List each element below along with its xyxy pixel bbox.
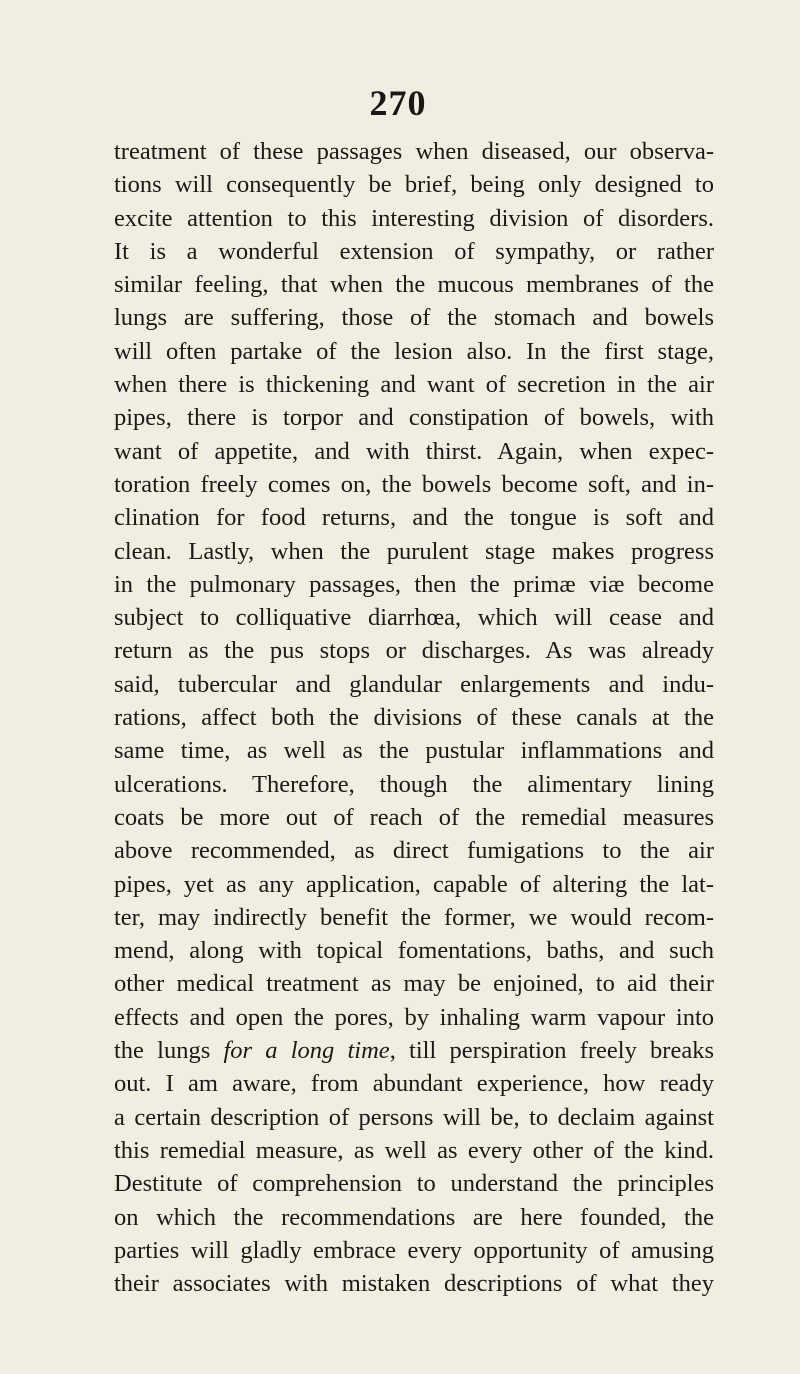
text-line: said, tubercular and glandular enlargements and indu- bbox=[114, 670, 714, 698]
text-line: other medical treatment as may be enjoined, to aid their bbox=[114, 970, 714, 998]
text-line: toration freely comes on, the bowels become soft, and in- bbox=[114, 470, 714, 498]
text-line: this remedial measure, as well as every other of the kind. bbox=[114, 1136, 714, 1164]
text-line: mend, along with topical fomentations, baths, and such bbox=[114, 937, 714, 965]
text-line: on which the recommendations are here founded, the bbox=[114, 1203, 714, 1231]
text-line: effects and open the pores, by inhaling warm vapour into bbox=[114, 1003, 714, 1031]
text-line: when there is thickening and want of secretion in the air bbox=[114, 371, 714, 399]
text-line: in the pulmonary passages, then the primæ viæ become bbox=[114, 570, 714, 598]
text-line: above recommended, as direct fumigations to the air bbox=[114, 837, 714, 865]
text-line: clination for food returns, and the tongue is soft and bbox=[114, 504, 714, 532]
text-line: their associates with mistaken descriptions of what they bbox=[114, 1270, 714, 1298]
text-line: coats be more out of reach of the remedial measures bbox=[114, 803, 714, 831]
text-line: tions will consequently be brief, being only designed to bbox=[114, 171, 714, 199]
text-line: ulcerations. Therefore, though the alimentary lining bbox=[114, 770, 714, 798]
text-line: rations, affect both the divisions of these canals at the bbox=[114, 704, 714, 732]
page-number: 270 bbox=[369, 83, 427, 123]
text-line: pipes, there is torpor and constipation of bowels, with bbox=[114, 404, 714, 432]
text-line: parties will gladly embrace every opportunity of amusing bbox=[114, 1236, 714, 1264]
text-line: lungs are suffering, those of the stomach and bowels bbox=[114, 304, 714, 332]
text-line: subject to colliquative diarrhœa, which will cease and bbox=[114, 604, 714, 632]
text-line: similar feeling, that when the mucous membranes of the bbox=[114, 271, 714, 299]
text-line: pipes, yet as any application, capable of altering the lat- bbox=[114, 870, 714, 898]
text-line-italic-phrase bbox=[114, 1034, 714, 1067]
italic-phrase: for a long time bbox=[223, 1037, 390, 1065]
text-line: clean. Lastly, when the purulent stage makes progress bbox=[114, 537, 714, 565]
text-line: want of appetite, and with thirst. Again, when expec- bbox=[114, 437, 714, 465]
text-line: ter, may indirectly benefit the former, we would recom- bbox=[114, 903, 714, 931]
text-fragment: , till perspiration freely breaks bbox=[389, 1037, 714, 1065]
text-line: Destitute of comprehension to understand the principles bbox=[114, 1170, 714, 1198]
text-line: same time, as well as the pustular inflammations and bbox=[114, 737, 714, 765]
text-line: treatment of these passages when diseased, our observa- bbox=[114, 138, 714, 165]
text-line: a certain description of persons will be, to declaim against bbox=[114, 1103, 714, 1131]
text-line: return as the pus stops or discharges. As was already bbox=[114, 637, 714, 665]
text-line: out. I am aware, from abundant experience, how ready bbox=[114, 1070, 714, 1098]
text-line: will often partake of the lesion also. In the first stage, bbox=[114, 337, 714, 365]
text-fragment: the lungs bbox=[114, 1037, 224, 1065]
text-line: It is a wonderful extension of sympathy, or rather bbox=[114, 237, 714, 265]
body-text bbox=[114, 135, 714, 1300]
text-line: excite attention to this interesting division of disorders. bbox=[114, 204, 714, 232]
